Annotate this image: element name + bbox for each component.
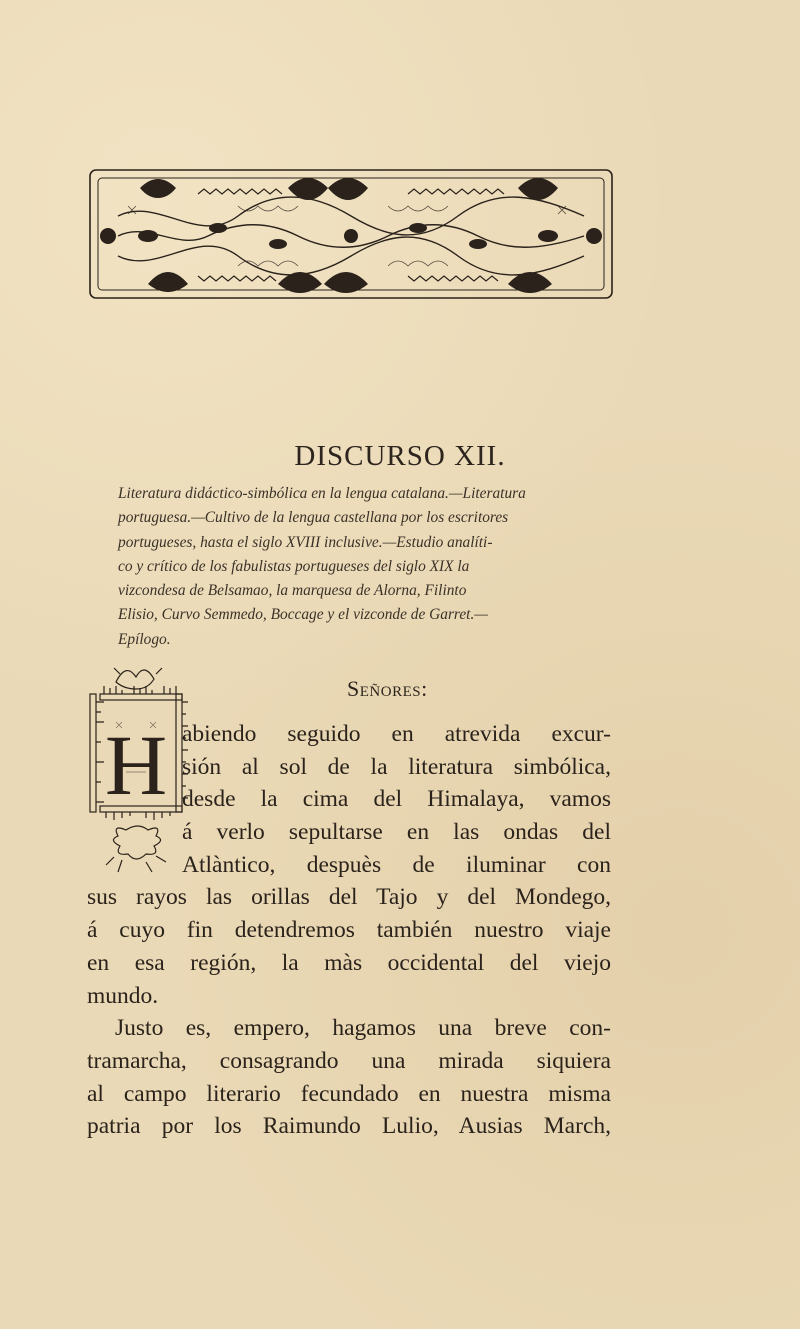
text-line: á verlo sepultarse en las ondas del (182, 819, 611, 846)
body-text (87, 718, 611, 1143)
text-line: Justo es, empero, hagamos una breve con- (115, 1015, 611, 1042)
summary-line: portugueses, hasta el siglo XVIII inclusive.—Estudio analíti- (118, 533, 493, 551)
chapter-summary (118, 482, 614, 652)
text-line: á cuyo fin detendremos también nuestro viaje (87, 917, 611, 944)
summary-line: vizcondesa de Belsamao, la marquesa de Alorna, Filinto (118, 582, 467, 600)
text-line: abiendo seguido en atrevida excur- (182, 721, 611, 747)
text-line: mundo. (87, 982, 159, 1009)
text-line: al campo literario fecundado en nuestra misma (87, 1080, 611, 1107)
summary-line: portuguesa.—Cultivo de la lengua castellana por los escritores (118, 509, 509, 527)
initial-letter: H (104, 717, 168, 813)
salutation: Señores: (347, 676, 428, 701)
text-line: patria por los Raimundo Lulio, Ausias March, (87, 1113, 611, 1140)
summary-line: Epílogo. (118, 630, 171, 648)
text-line: Atlàntico, despuès de iluminar con (182, 851, 611, 878)
text-line: sus rayos las orillas del Tajo y del Mondego, (87, 884, 611, 911)
text-line: sión al sol de la literatura simbólica, (182, 753, 611, 780)
summary-line: Literatura didáctico-simbólica en la lengua catalana.—Literatura (118, 485, 526, 502)
text-line: desde la cima del Himalaya, vamos (182, 786, 611, 813)
ornamental-headpiece (88, 166, 614, 302)
text-line: tramarcha, consagrando una mirada siquiera (87, 1047, 611, 1074)
summary-line: Elisio, Curvo Semmedo, Boccage y el vizconde de Garret.— (118, 606, 488, 624)
chapter-title: DISCURSO XII. (294, 440, 506, 472)
summary-line: co y crítico de los fabulistas portugueses del siglo XIX la (118, 557, 470, 575)
text-line: en esa región, la màs occidental del viejo (87, 949, 611, 976)
headpiece-ornament-graphic (88, 166, 614, 302)
